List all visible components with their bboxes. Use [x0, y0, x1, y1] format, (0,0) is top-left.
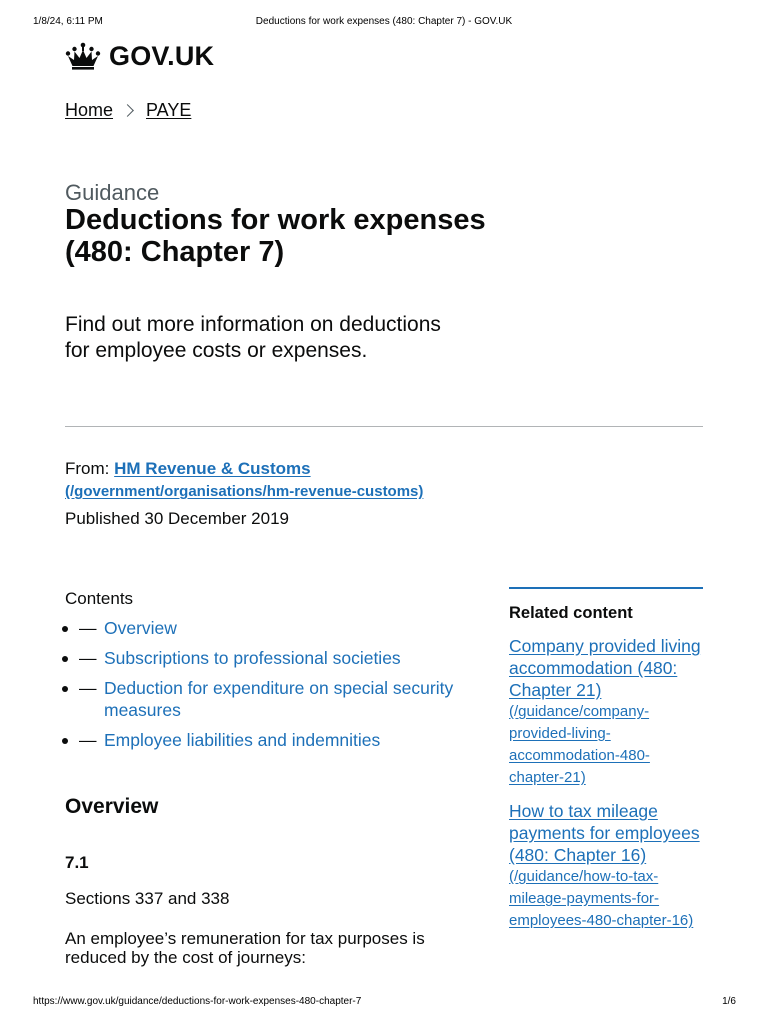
related-content-heading: Related content	[509, 604, 633, 622]
bullet-icon	[62, 656, 68, 662]
related-item	[509, 635, 703, 789]
published-date: Published 30 December 2019	[65, 509, 289, 528]
bullet-icon	[62, 626, 68, 632]
print-page-number: 1/6	[722, 996, 736, 1007]
contents-item	[65, 677, 465, 721]
bullet-icon	[62, 738, 68, 744]
contents-list	[65, 588, 465, 759]
breadcrumb-home-link[interactable]: Home	[65, 100, 114, 120]
contents-link-subscriptions[interactable]: Subscriptions to professional societies	[104, 648, 401, 668]
section-number: 7.1	[65, 853, 89, 872]
contents-link-overview[interactable]: Overview	[104, 618, 177, 638]
related-link-company-accommodation[interactable]: Company provided living accommodation (480: Chapter 21)	[509, 636, 701, 700]
related-url-mileage-payments[interactable]: (/guidance/how-to-tax-mileage-payments-for-employees-480-chapter-16)	[509, 868, 694, 929]
dash-icon: —	[79, 678, 97, 698]
related-url-company-accommodation[interactable]: (/guidance/company-provided-living-accommodation-480-chapter-21)	[509, 703, 650, 786]
chevron-right-icon	[121, 104, 134, 117]
govuk-logotype: GOV.UK	[109, 40, 215, 71]
page-caption: Guidance	[65, 180, 160, 205]
related-content	[509, 587, 703, 932]
page-title: Deductions for work expenses (480: Chapter 7)	[65, 204, 486, 268]
contents-link-liabilities[interactable]: Employee liabilities and indemnities	[104, 730, 381, 750]
sections-reference: Sections 337 and 338	[65, 889, 230, 908]
dash-icon: —	[79, 648, 97, 668]
dash-icon: —	[79, 618, 97, 638]
breadcrumb	[65, 100, 191, 121]
contents-item	[65, 729, 465, 751]
breadcrumb-paye-link[interactable]: PAYE	[146, 100, 192, 120]
organisation-url-link[interactable]: (/government/organisations/hm-revenue-customs)	[65, 483, 424, 500]
body-paragraph: An employee’s remuneration for tax purposes is reduced by the cost of journeys:	[65, 929, 425, 967]
organisation-link[interactable]: HM Revenue & Customs	[114, 459, 311, 478]
crown-icon	[65, 42, 101, 70]
overview-heading: Overview	[65, 795, 159, 818]
contents-title: Contents	[65, 589, 134, 608]
page-lede: Find out more information on deductions for employee costs or expenses.	[65, 313, 441, 362]
section-divider	[65, 426, 703, 427]
related-link-mileage-payments[interactable]: How to tax mileage payments for employees (480: Chapter 16)	[509, 801, 700, 865]
bullet-icon	[62, 686, 68, 692]
print-page-title: Deductions for work expenses (480: Chapter 7) - GOV.UK	[255, 16, 513, 27]
contents-item	[65, 647, 465, 669]
related-item	[509, 800, 703, 932]
print-url: https://www.gov.uk/guidance/deductions-for-work-expenses-480-chapter-7	[33, 996, 362, 1007]
contents-link-security-measures[interactable]: Deduction for expenditure on special security measures	[104, 678, 454, 720]
from-label: From:	[65, 459, 110, 478]
metadata	[65, 458, 423, 530]
print-datetime: 1/8/24, 6:11 PM	[33, 16, 103, 27]
dash-icon: —	[79, 730, 97, 750]
govuk-home-link[interactable]	[65, 40, 214, 72]
contents-item	[65, 617, 465, 639]
